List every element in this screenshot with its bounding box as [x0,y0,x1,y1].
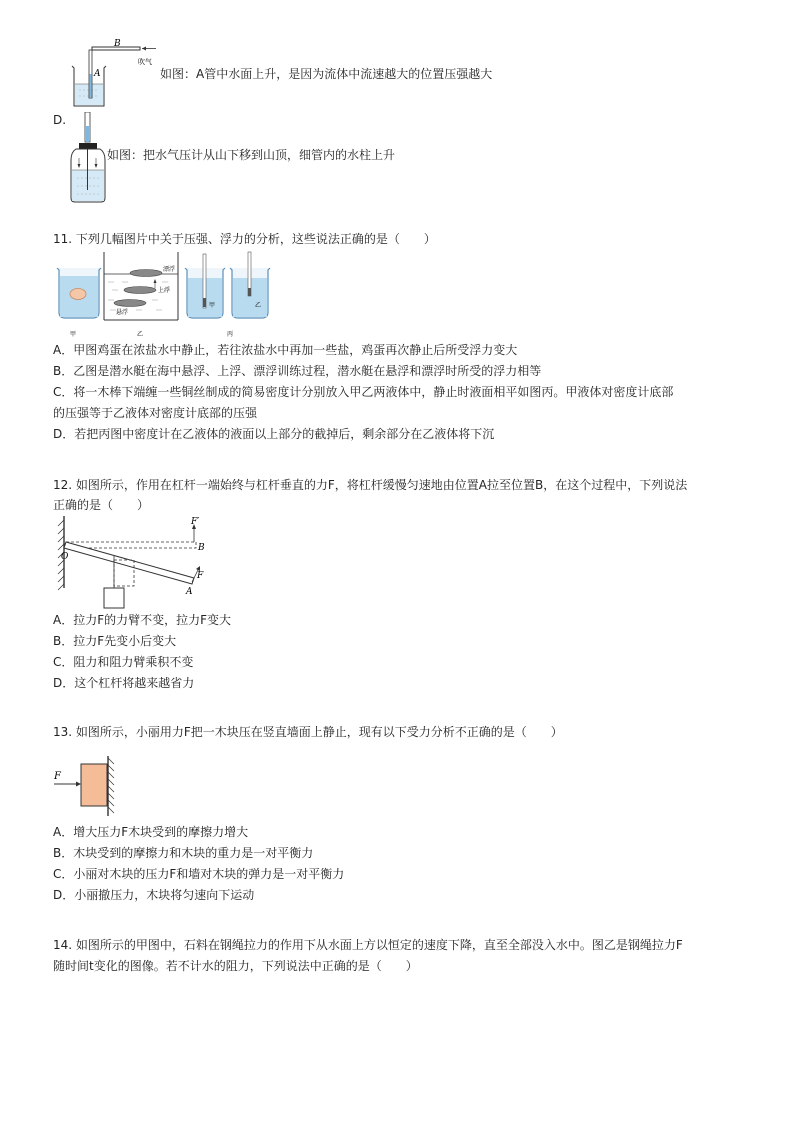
q13-option-d[interactable]: D．小丽撤压力，木块将匀速向下运动 [53,888,255,902]
q11-option-d[interactable]: D．若把丙图中密度计在乙液体的液面以上部分的截掉后，剩余部分在乙液体将下沉 [53,427,495,441]
q13-option-c[interactable]: C．小丽对木块的压力F和墙对木块的弹力是一对平衡力 [53,867,345,881]
q12-option-c[interactable]: C．阻力和阻力臂乘积不变 [53,655,194,669]
q12-label-f: F [197,571,204,581]
q11-egg [70,289,86,300]
q12-weight [104,588,124,608]
q10d-stopper [79,143,97,149]
q13-label-f: F [54,771,61,782]
q11-label-yi-liquid: 乙 [255,302,262,309]
q11-option-b[interactable]: B．乙图是潜水艇在海中悬浮、上浮、漂浮训练过程，潜水艇在悬浮和漂浮时所受的浮力相等 [53,364,542,378]
q13-wood-block [81,764,107,806]
q10c-text: 如图：A管中水面上升，是因为流体中流速越大的位置压强越大 [160,67,493,81]
q11-option-c[interactable]: C．将一木棒下端缠一些铜丝制成的简易密度计分别放入甲乙两液体中，静止时液面相平如图丙。甲液体对密度计底部 [53,385,674,399]
q11-label-jia: 甲 [70,331,77,338]
q12-label-a: A [186,587,193,597]
q11-label-bing: 丙 [227,331,234,338]
q14-stem-line2: 随时间t变化的图像。若不计水的阻力，下列说法中正确的是（ ） [53,959,418,973]
q11-sub-floating [130,270,162,277]
q12-label-o: O [61,552,69,562]
q14-stem-line1: 14. 如图所示的甲图中，石料在钢绳拉力的作用下从水面上方以恒定的速度下降，直至全部没入水中。图乙是钢绳拉力F [53,938,683,952]
q11-option-c-cont: 的压强等于乙液体对密度计底部的压强 [53,406,258,420]
q12-figure [54,514,214,610]
q10d-option-label[interactable]: D. [53,113,67,127]
q13-option-b[interactable]: B．木块受到的摩擦力和木块的重力是一对平衡力 [53,846,314,860]
q11-stem: 11. 下列几幅图片中关于压强、浮力的分析，这些说法正确的是（ ） [53,232,436,246]
q13-figure [52,754,118,818]
q12-option-b[interactable]: B．拉力F先变小后变大 [53,634,177,648]
q12-label-b: B [198,543,205,553]
q11-label-piaofu: 漂浮 [163,266,176,273]
q13-stem: 13. 如图所示，小丽用力F把一木块压在竖直墙面上静止，现有以下受力分析不正确的是（ ） [53,725,563,739]
q11-option-a[interactable]: A．甲图鸡蛋在浓盐水中静止，若往浓盐水中再加一些盐，鸡蛋再次静止后所受浮力变大 [53,343,518,357]
q12-label-f-prime: F′ [191,517,200,527]
q11-sub-suspended [114,300,146,307]
q11-figure [52,250,282,342]
q10c-label-a: A [94,69,101,79]
q10c-figure [62,38,162,110]
q13-option-a[interactable]: A．增大压力F木块受到的摩擦力增大 [53,825,249,839]
q11-sub-rising [124,287,156,294]
q12-stem-line1: 12. 如图所示，作用在杠杆一端始终与杠杆垂直的力F，将杠杆缓慢匀速地由位置A拉至位置B，在这个过程中，下列说法 [53,478,688,492]
q10c-label-blow: 吹气 [138,58,152,66]
q10d-text: 如图：把水气压计从山下移到山顶，细管内的水柱上升 [107,148,396,162]
q12-option-a[interactable]: A．拉力F的力臂不变，拉力F变大 [53,613,232,627]
q10d-figure [68,112,112,204]
q11-fig-jia [57,268,101,318]
q12-option-d[interactable]: D．这个杠杆将越来越省力 [53,676,195,690]
q11-label-jia-liquid: 甲 [209,302,216,309]
q11-label-shangfu: 上浮 [158,287,171,294]
q10c-label-b: B [114,39,121,49]
q11-label-yi: 乙 [137,331,144,338]
q11-label-xuanfu: 悬浮 [116,309,129,316]
q12-stem-line2: 正确的是（ ） [53,498,150,512]
